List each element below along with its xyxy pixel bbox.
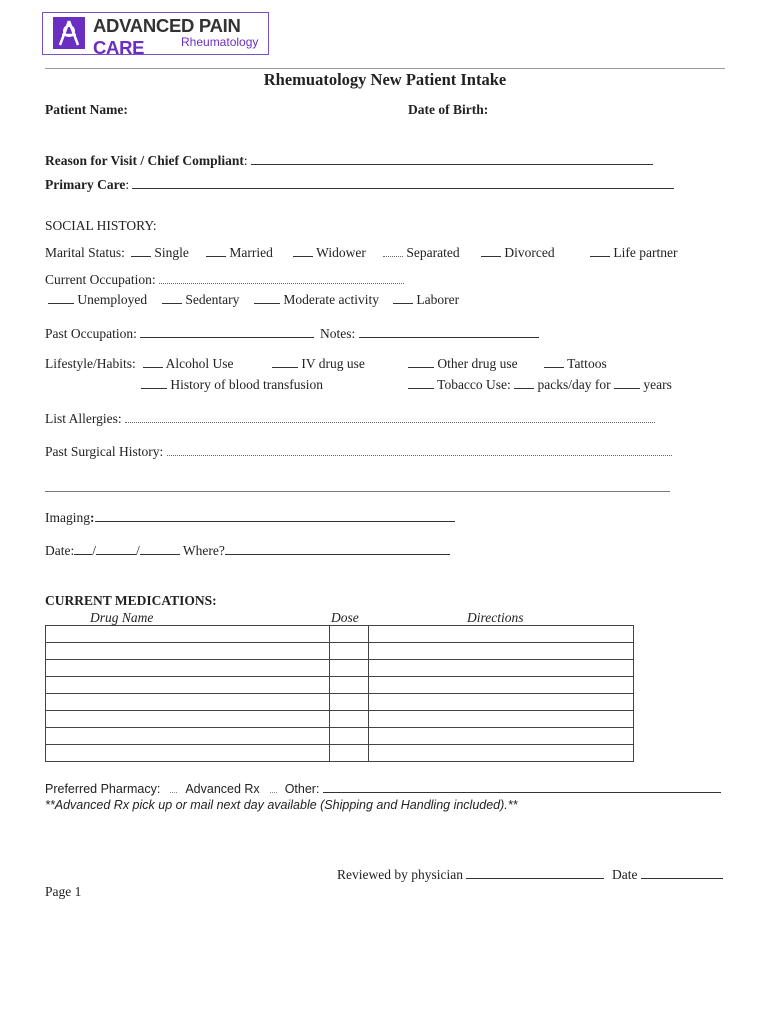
lifestyle-label: Lifestyle/Habits:	[45, 356, 136, 371]
pharmacy-other-checkbox[interactable]	[270, 788, 277, 793]
marital-life-partner[interactable]: Life partner	[590, 245, 677, 261]
marital-label: Marital Status:	[45, 245, 125, 260]
table-row[interactable]	[46, 626, 634, 643]
lifestyle-alcohol[interactable]: Alcohol Use	[143, 356, 234, 372]
col-dose: Dose	[331, 610, 359, 625]
occupation-unemployed[interactable]: Unemployed	[48, 292, 147, 308]
review-date-field[interactable]: Date	[612, 867, 723, 883]
past-occupation-field[interactable]: Past Occupation:	[45, 326, 314, 342]
marital-widower[interactable]: Widower	[293, 245, 366, 261]
pharmacy-other-input[interactable]	[323, 781, 721, 793]
tobacco-use-field[interactable]: Tobacco Use: packs/day for years	[408, 377, 672, 393]
marital-separated[interactable]: Separated	[383, 245, 460, 261]
logo-title: ADVANCED PAIN CARE	[93, 15, 241, 58]
col-drug-name: Drug Name	[90, 610, 154, 625]
logo-icon	[53, 17, 85, 49]
surgical-history-field[interactable]: Past Surgical History:	[45, 444, 672, 460]
pharmacy-field: Preferred Pharmacy: Advanced Rx Other:	[45, 781, 721, 796]
table-row[interactable]	[46, 677, 634, 694]
primary-care-field[interactable]: Primary Care:	[45, 177, 674, 193]
table-row[interactable]	[46, 728, 634, 745]
lifestyle-blood-transfusion[interactable]: History of blood transfusion	[141, 377, 323, 393]
col-directions: Directions	[467, 610, 524, 625]
pharmacy-advanced-rx-checkbox[interactable]	[170, 788, 177, 793]
allergies-field[interactable]: List Allergies:	[45, 411, 655, 427]
lifestyle-other-drug[interactable]: Other drug use	[408, 356, 518, 372]
imaging-field[interactable]: Imaging:	[45, 510, 455, 526]
marital-divorced[interactable]: Divorced	[481, 245, 555, 261]
table-row[interactable]	[46, 694, 634, 711]
table-row[interactable]	[46, 711, 634, 728]
table-row[interactable]	[46, 660, 634, 677]
reviewed-by-field[interactable]: Reviewed by physician	[337, 867, 604, 883]
occupation-sedentary[interactable]: Sedentary	[162, 292, 239, 308]
medications-table	[45, 625, 634, 762]
marital-single[interactable]: Single	[131, 245, 189, 261]
social-history-heading: SOCIAL HISTORY:	[45, 218, 157, 233]
patient-name-label: Patient Name:	[45, 102, 128, 117]
medications-heading: CURRENT MEDICATIONS:	[45, 593, 217, 608]
reason-field[interactable]: Reason for Visit / Chief Compliant:	[45, 153, 653, 169]
lifestyle-tattoos[interactable]: Tattoos	[544, 356, 607, 372]
page-number: Page 1	[45, 884, 82, 899]
page-title: Rhemuatology New Patient Intake	[263, 70, 507, 89]
divider	[45, 68, 725, 69]
occupation-laborer[interactable]: Laborer	[393, 292, 459, 308]
occupation-moderate[interactable]: Moderate activity	[254, 292, 379, 308]
notes-field[interactable]: Notes:	[320, 326, 539, 342]
logo-subtitle: Rheumatology	[181, 35, 259, 49]
table-row[interactable]	[46, 643, 634, 660]
marital-married[interactable]: Married	[206, 245, 273, 261]
table-row[interactable]	[46, 745, 634, 762]
surgical-history-line[interactable]	[45, 491, 670, 492]
current-occupation-field[interactable]: Current Occupation:	[45, 272, 404, 288]
pharmacy-note: **Advanced Rx pick up or mail next day available (Shipping and Handling included).**	[45, 798, 518, 812]
imaging-date-field[interactable]: Date: / / Where?	[45, 543, 450, 559]
lifestyle-iv-drug[interactable]: IV drug use	[272, 356, 365, 372]
dob-label: Date of Birth:	[408, 102, 489, 117]
logo	[42, 12, 269, 58]
